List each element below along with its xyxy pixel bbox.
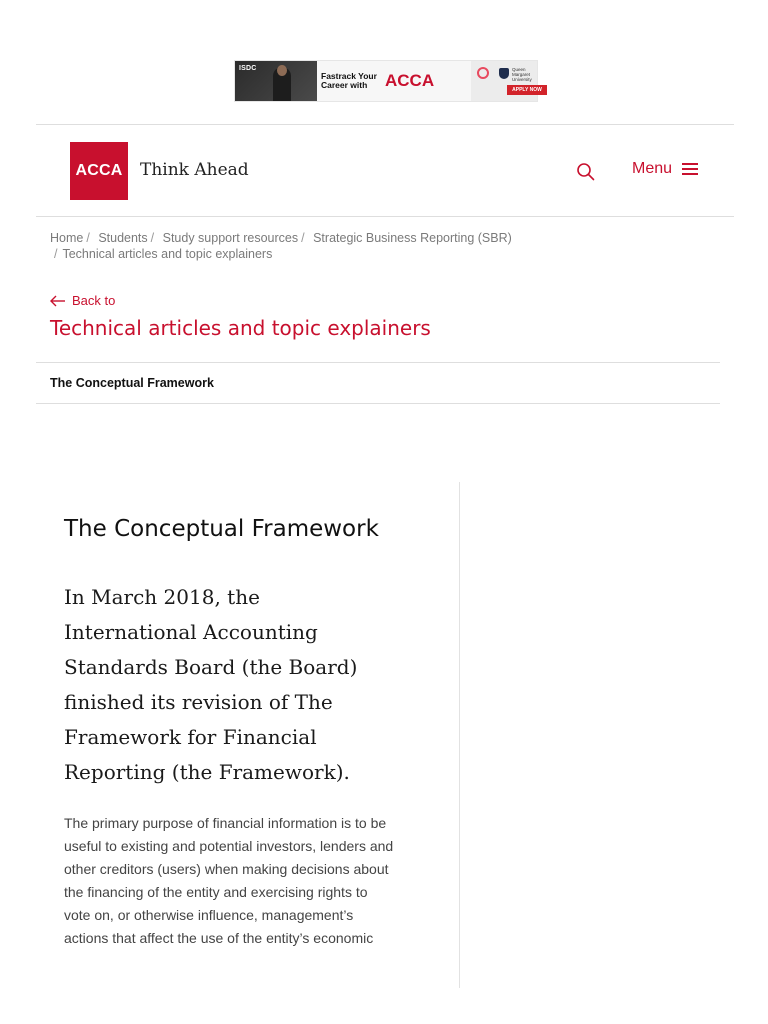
breadcrumb: Home / Students / Study support resources / Strategic Business Reporting (SBR) / Technical articles and topic explainers (50, 231, 512, 261)
breadcrumb-students[interactable]: Students (98, 231, 148, 245)
ad-brand: ACCA (385, 71, 435, 90)
back-label: Back to (72, 293, 116, 308)
article-title: The Conceptual Framework (64, 516, 379, 542)
breadcrumb-technical-articles[interactable]: Technical articles and topic explainers (62, 247, 273, 261)
ad-badge: ISDC (239, 65, 257, 72)
ad-line: Fastrack Your Career with (321, 71, 377, 90)
ad-university: Queen Margaret University (512, 67, 532, 82)
breadcrumb-sbr[interactable]: Strategic Business Reporting (SBR) (313, 231, 512, 245)
ad-photo (235, 61, 317, 101)
shield-icon (499, 68, 509, 79)
breadcrumb-home[interactable]: Home (50, 231, 84, 245)
section-title-link[interactable]: Technical articles and topic explainers (50, 316, 431, 340)
tagline: Think Ahead (140, 160, 249, 180)
article-intro: In March 2018, the International Accounting Standards Board (the Board) finished its revision of The Framework for Financial Reporting (the Framework). (64, 585, 358, 784)
current-page-title: The Conceptual Framework (50, 376, 214, 390)
arrow-left-icon (50, 295, 66, 307)
article-body: The primary purpose of financial information is to be useful to existing and potential investors, lenders and other creditors (users) when making decisions about the financing of the entity and exercising rights to vote on, or otherwise influence, management’s actions that affect the use of the entity’s economic (64, 815, 394, 946)
subnav-bottom-divider (36, 403, 720, 404)
ad-headline (317, 61, 471, 101)
ad-banner[interactable] (234, 60, 542, 102)
menu-label: Menu (632, 160, 673, 177)
ad-university-panel (471, 61, 542, 101)
acca-logo[interactable]: ACCA (70, 142, 128, 200)
header-bottom-divider (36, 216, 734, 217)
hamburger-icon (682, 162, 698, 176)
breadcrumb-study-support[interactable]: Study support resources (162, 231, 299, 245)
back-link[interactable] (50, 293, 115, 308)
ad-apply-button[interactable]: APPLY NOW (507, 85, 547, 95)
column-divider (459, 482, 460, 988)
seal-icon (477, 67, 489, 79)
search-icon[interactable] (576, 162, 596, 182)
header-top-divider (36, 124, 734, 125)
ad-person-image (273, 67, 291, 101)
subnav-top-divider (36, 362, 720, 363)
menu-button[interactable] (632, 160, 698, 178)
